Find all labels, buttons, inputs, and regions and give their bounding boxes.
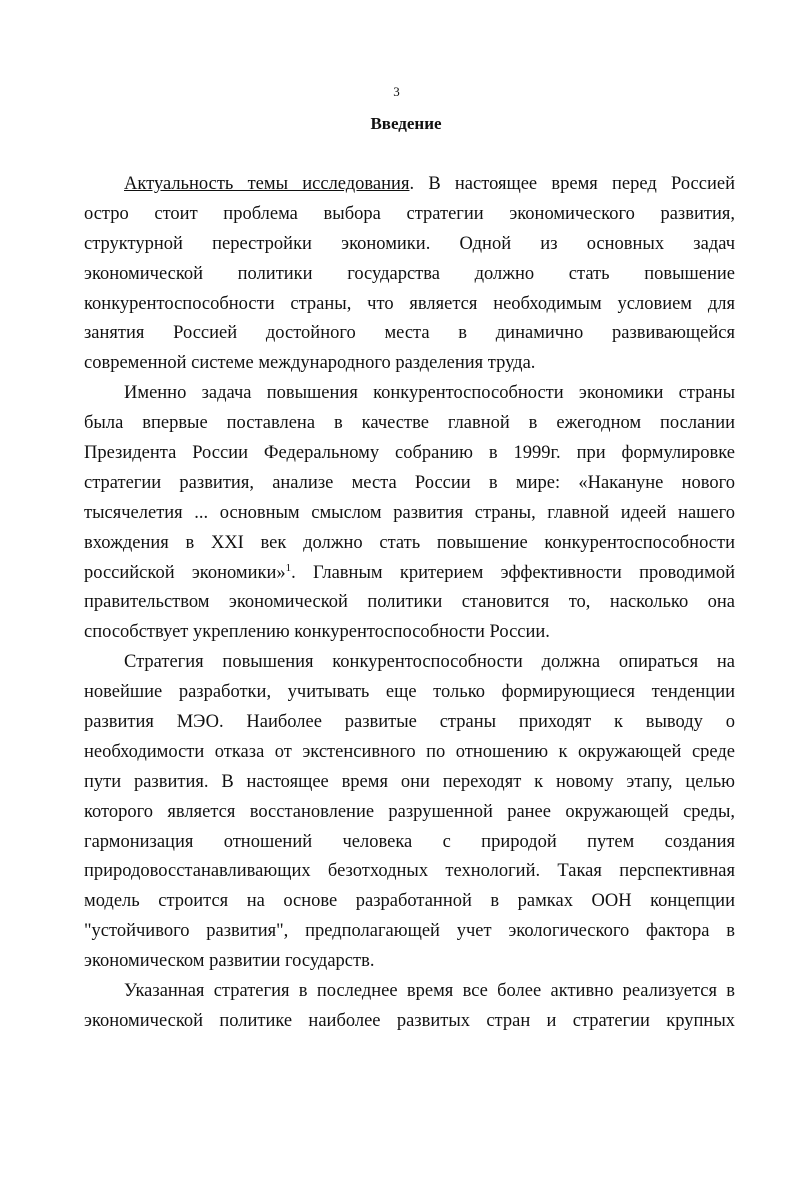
text-line: была впервые поставлена в качестве главной в ежегодном послании	[84, 413, 735, 434]
text-line	[84, 559, 735, 589]
footnote-ref: 1	[285, 561, 292, 574]
text-line: гармонизация отношений человека с природой путем создания	[84, 831, 735, 852]
paragraph	[84, 379, 735, 648]
paragraph	[84, 170, 735, 379]
text-line: вхождения в XXI век должно стать повышение конкурентоспособности	[84, 532, 735, 553]
text-line: Президента России Федеральному собранию в 1999г. при формулировке	[84, 443, 735, 464]
page-number: 3	[393, 84, 400, 99]
text-line: Указанная стратегия в последнее время все более активно реализуется в	[124, 981, 735, 1002]
underlined-phrase: Актуальность темы исследования	[124, 174, 410, 194]
text-segment: . В настоящее время перед Россией	[409, 174, 735, 194]
text-line: новейшие разработки, учитывать еще только формирующиеся тенденции	[84, 682, 735, 703]
text-line: Стратегия повышения конкурентоспособности должна опираться на	[124, 652, 735, 673]
text-line: пути развития. В настоящее время они переходят к новому этапу, целью	[84, 771, 735, 792]
paragraph	[84, 977, 735, 1037]
text-line: "устойчивого развития", предполагающей учет экологического фактора в	[84, 921, 735, 942]
text-line: развития МЭО. Наиболее развитые страны приходят к выводу о	[84, 712, 735, 733]
text-line	[84, 170, 735, 200]
text-line: природовосстанавливающих безотходных технологий. Такая перспективная	[84, 861, 735, 882]
text-line: структурной перестройки экономики. Одной из основных задач	[84, 233, 735, 254]
text-segment: российской экономики»	[84, 562, 286, 583]
text-line: занятия Россией достойного места в динамично развивающейся	[84, 323, 735, 344]
text-line: необходимости отказа от экстенсивного по отношению к окружающей среде	[84, 741, 735, 762]
text-line: конкурентоспособности страны, что является необходимым условием для	[84, 293, 735, 314]
text-line: экономическом развитии государств.	[84, 951, 375, 972]
text-line: правительством экономической политики становится то, насколько она	[84, 592, 735, 613]
text-line: стратегии развития, анализе места России в мире: «Накануне нового	[84, 472, 735, 493]
text-line: способствует укреплению конкурентоспособности России.	[84, 622, 550, 643]
text-line: модель строится на основе разработанной в рамках ООН концепции	[84, 891, 735, 912]
text-line: тысячелетия ... основным смыслом развития страны, главной идеей нашего	[84, 502, 735, 523]
text-line: которого является восстановление разрушенной ранее окружающей среды,	[84, 801, 735, 822]
text-line: современной системе международного разделения труда.	[84, 353, 536, 374]
paragraph	[84, 648, 735, 977]
text-line: экономической политики государства должно стать повышение	[84, 263, 735, 284]
text-line: остро стоит проблема выбора стратегии экономического развития,	[84, 203, 735, 224]
document-body	[84, 170, 735, 1037]
text-segment: . Главным критерием эффективности проводимой	[291, 562, 735, 583]
text-line: Именно задача повышения конкурентоспособности экономики страны	[124, 383, 735, 404]
text-line: экономической политике наиболее развитых стран и стратегии крупных	[84, 1010, 735, 1031]
section-title: Введение	[370, 114, 442, 133]
